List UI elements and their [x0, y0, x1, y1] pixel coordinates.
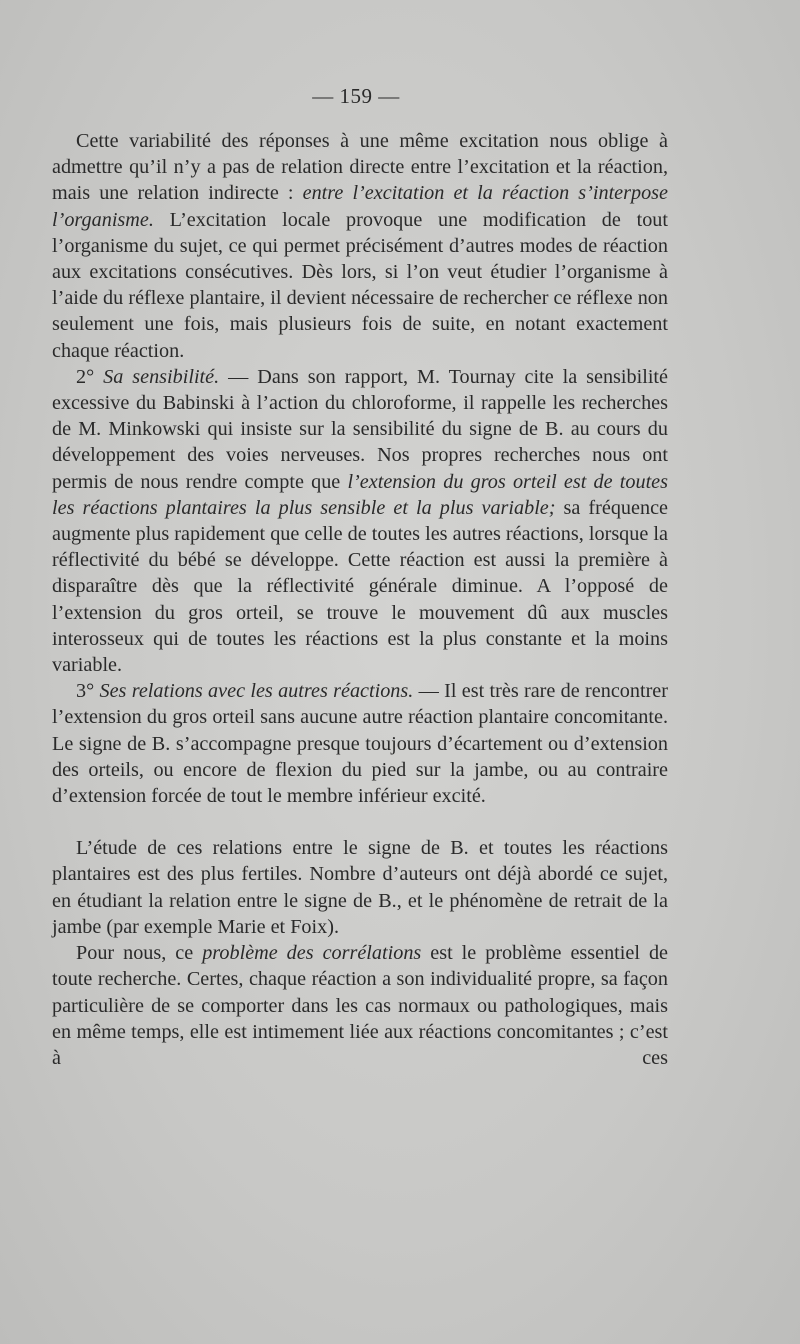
page-number: — 159 —	[312, 84, 400, 108]
text-run: 2°	[76, 365, 104, 388]
paragraph-variability	[52, 128, 668, 364]
paragraph-correlations	[52, 940, 668, 1071]
italic-run: Ses relations avec les autres réactions.	[99, 680, 414, 703]
paragraph-sensitivity	[52, 364, 668, 678]
paragraph-relations	[52, 678, 668, 809]
text-run: 3°	[76, 680, 100, 703]
italic-run: Sa sensibilité.	[103, 365, 220, 388]
text-run: L’excitation locale provoque une modification de tout l’organisme du sujet, ce qui permet précisément d’autres modes de réaction aux excitations consécutives. Dès lors, si l’on veut étudier l’organisme à l’aide du réflexe plantaire, il devient nécessaire de rechercher ce réflexe non seulement une fois, mais plusieurs fois de suite, en notant exactement chaque réaction.	[52, 208, 668, 362]
text-run: Pour nous, ce	[76, 942, 203, 965]
text-run: — Il est très rare de rencontrer l’extension du gros orteil sans aucune autre réaction plantaire concomitante. Le signe de B. s’accompagne presque toujours d’écartement ou d’extension des orteils, ou encore de flexion du pied sur la jambe, ou au contraire d’extension forcée de tout le membre inférieur excité.	[52, 680, 668, 808]
italic-run: problème des corrélations	[202, 942, 422, 965]
body-text	[52, 128, 668, 1071]
text-run: sa fréquence augmente plus rapidement que celle de toutes les autres réactions, lorsque la réflectivité du bébé se développe. Cette réaction est aussi la première à disparaître dès que la réflectivité générale diminue. A l’opposé de l’extension du gros orteil, se trouve le mouvement dû aux muscles interosseux qui de toutes les réactions est la plus constante et la moins variable.	[52, 496, 668, 677]
text-run: est le problème essentiel de toute recherche. Certes, chaque réaction a son individualité propre, sa façon particulière de se comporter dans les cas normaux ou pathologiques, mais en même temps, elle est intimement liée aux réactions concomitantes ; c’est à ces	[52, 942, 668, 1069]
text-run: — Dans son rapport, M. Tournay cite la sensibilité excessive du Babinski à l’action du chloroforme, il rappelle les recherches de M. Minkowski qui insiste sur la sensibilité du signe de B. au cours du développement des voies nerveuses. Nos propres recherches nous ont permis de nous rendre compte que	[52, 365, 668, 493]
italic-run: l’extension du gros orteil est de toutes les réactions plantaires la plus sensible et la plus variable;	[52, 470, 668, 519]
italic-run: entre l’excitation et la réaction s’interpose l’organisme.	[52, 182, 668, 231]
paragraph-relations-study	[52, 835, 668, 940]
text-run: Cette variabilité des réponses à une même excitation nous oblige à admettre qu’il n’y a pas de relation directe entre l’excitation et la réaction, mais une relation indirecte :	[52, 130, 668, 205]
text-run: L’étude de ces relations entre le signe de B. et toutes les réactions plantaires est des plus fertiles. Nombre d’auteurs ont déjà abordé ce sujet, en étudiant la relation entre le signe de B., et le phénomène de retrait de la jambe (par exemple Marie et Foix).	[52, 837, 668, 938]
